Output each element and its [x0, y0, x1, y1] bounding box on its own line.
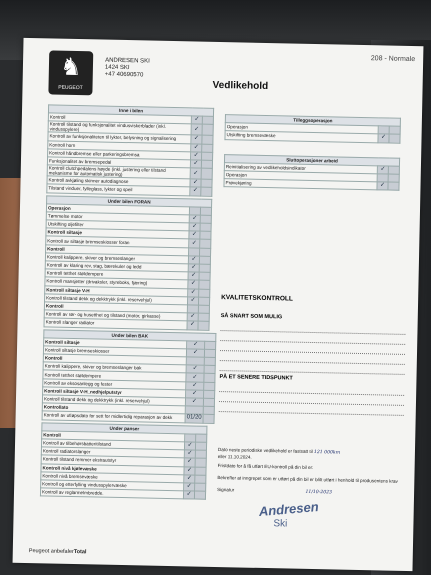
row-label: Utskifting oljefilter — [46, 220, 189, 231]
row-label: Kontroll tilstand remmer ekstrautstyr — [41, 455, 184, 466]
check-mark — [189, 207, 200, 215]
check-mark: ✓ — [188, 264, 199, 272]
check-box — [194, 491, 205, 499]
check-box — [204, 357, 215, 365]
section-header: Sluttoperasjoner arbeid — [224, 154, 399, 166]
check-box — [195, 458, 206, 466]
section-header: Inne i bilen — [48, 105, 213, 117]
check-mark: ✓ — [187, 341, 205, 350]
row-label: Kontroll av utløpsdato for sett for midlertidig reparasjon av dekk — [42, 411, 185, 422]
check-box — [198, 321, 209, 329]
check-mark: ✓ — [189, 215, 200, 223]
check-box — [199, 256, 210, 264]
row-label: Kontroll av rør- og husetthet og tilstand (motor, girkasse) — [44, 310, 187, 321]
check-box — [195, 475, 206, 483]
check-box — [200, 231, 211, 239]
row-label: Kontroll siltasje V-H_nedhjelputstyr — [43, 387, 186, 398]
row-label: Kontroll av siltasje bremseskiosser foran — [46, 236, 189, 247]
row-label: Kontroll av tilbehørsbatteritilstand — [41, 439, 184, 450]
row-label: Kontroll clutchpedalens høyde (inkl. justering eller tilstand mekanisme for automatisk justering) — [47, 165, 190, 179]
check-box — [204, 382, 215, 390]
right_tables-table-0 — [224, 114, 400, 143]
check-mark: ✓ — [184, 458, 195, 466]
row-label: Kontroll siltasje V-H — [45, 285, 188, 296]
check-box — [198, 297, 209, 305]
check-box — [205, 341, 216, 349]
check-mark — [377, 174, 388, 182]
row-label: Kontroll siltasje — [46, 228, 189, 239]
row-label: Tømmelse motor — [46, 212, 189, 223]
row-label: Kontroll av funksjonaliteten til lykter, belysning og signalisering — [48, 132, 191, 143]
check-mark: ✓ — [191, 143, 202, 151]
dealer-info: ANDRESEN SKI 1424 SKI +47 40690570 — [104, 57, 150, 79]
right_tables-table-1 — [223, 154, 400, 191]
check-mark: ✓ — [186, 349, 204, 358]
row-label: Kontroll kalippere, skiver og bremseslanger — [45, 253, 188, 264]
check-box — [204, 365, 215, 373]
check-mark: ✓ — [184, 475, 195, 483]
check-box — [201, 160, 212, 168]
check-mark: ✓ — [186, 365, 204, 374]
check-mark: 01/20 — [186, 414, 202, 422]
check-mark: ✓ — [184, 450, 195, 458]
check-box — [196, 434, 207, 442]
row-label: Kontroll av eksosanlegg og fester — [43, 378, 186, 389]
check-mark: ✓ — [377, 166, 388, 174]
check-mark: ✓ — [185, 398, 203, 407]
check-mark: ✓ — [190, 187, 201, 195]
check-mark: ✓ — [186, 381, 204, 390]
check-box — [202, 136, 213, 144]
left_sections-table-2 — [42, 329, 217, 424]
row-label: Funksjonalitet av bremsepedal — [47, 157, 190, 168]
row-label: Kontroll tilstand dekk og dekktrykk (inkl. reservehjul) — [45, 294, 188, 305]
footer: Peugeot anbefalerTotal — [28, 548, 87, 556]
check-mark: ✓ — [188, 288, 199, 296]
check-mark: ✓ — [189, 239, 200, 247]
check-mark: ✓ — [188, 256, 199, 264]
check-box — [200, 207, 211, 215]
row-label: Kontroll slanger radiator — [44, 318, 187, 329]
row-label: Kontroll tilstand og funksjonalitet vindusviskerblader (inkl. vindusspylere) — [48, 121, 191, 135]
left_sections-table-0 — [46, 104, 214, 196]
quality-lines: SÅ SNART SOM MULIG PÅ ET SENERE TIDSPUNKT — [219, 310, 406, 416]
check-box — [200, 248, 211, 256]
check-box — [203, 415, 214, 423]
check-box — [201, 187, 212, 195]
row-label: Kontroll og etterfylling vindusspylervæske — [41, 480, 184, 491]
check-box — [200, 223, 211, 231]
check-box — [201, 179, 212, 187]
check-box — [195, 483, 206, 491]
row-label: Operasjon — [46, 204, 189, 215]
check-mark: ✓ — [188, 272, 199, 280]
check-mark: ✓ — [191, 116, 202, 124]
section-header: Tilleggsoperasjon — [225, 115, 400, 127]
row-label: Kontroll tetthet støtdempere — [45, 269, 188, 280]
quality-control: KVALITETSKONTROLL — [221, 294, 293, 303]
check-mark: ✓ — [187, 297, 198, 305]
check-box — [202, 144, 213, 152]
check-mark: ✓ — [186, 390, 204, 399]
check-mark: ✓ — [184, 442, 195, 450]
row-label: Kontroll — [48, 113, 191, 124]
dealer-stamp-city: Ski — [273, 518, 288, 530]
check-box — [203, 406, 214, 414]
row-label: Kontroll håndbremse eller parkeringsbremsa — [48, 149, 191, 160]
row-label: Kontroll kalippere, skiver og bremseslanger bak — [43, 362, 186, 373]
dealer-stamp: Andresen — [258, 499, 320, 520]
check-box — [195, 450, 206, 458]
check-mark: ✓ — [183, 491, 194, 499]
left-checklist — [40, 104, 221, 502]
check-mark: ✓ — [191, 152, 202, 160]
row-label: Kontroll — [44, 302, 187, 313]
check-box — [199, 272, 210, 280]
check-box — [200, 215, 211, 223]
check-mark: ✓ — [190, 160, 201, 168]
row-label: Kontroll — [43, 354, 186, 365]
left_sections-table-1 — [43, 195, 212, 330]
row-label: Kontroll nivå bremsevæske — [41, 472, 184, 483]
right-checklist — [223, 114, 401, 205]
row-label: Kontroll av klaring rev, stag, bærekuler og ledd — [45, 261, 188, 272]
check-box — [204, 349, 215, 357]
check-box — [198, 305, 209, 313]
row-label: Prøvekjøring — [224, 179, 377, 190]
check-box — [202, 116, 213, 124]
row-label: Kontroll siltasje — [44, 338, 187, 349]
check-mark: ✓ — [191, 135, 202, 143]
check-box — [200, 240, 211, 248]
check-box — [199, 289, 210, 297]
row-label: Reinitialisering av vedlikeholdsindikator — [224, 162, 377, 173]
row-label: Kontroll — [46, 245, 189, 256]
model-label: 208 - Normale — [370, 55, 416, 64]
check-mark: ✓ — [190, 168, 201, 179]
section-header: Under bilen FORAN — [47, 195, 212, 207]
check-mark: ✓ — [187, 313, 198, 321]
check-mark: ✓ — [187, 321, 198, 329]
row-label: Operasjon — [225, 123, 378, 134]
check-box — [388, 174, 399, 182]
row-label: Kontroll mansjetter (drivaksler, styreboks, fjæring) — [45, 277, 188, 288]
check-box — [389, 134, 400, 142]
row-label: Tilstand vinduer, fylleglass, lykter og speil — [47, 184, 190, 195]
check-box — [388, 166, 399, 174]
row-label: Kontroll av reglarmelmbredde. — [40, 488, 183, 499]
check-box — [201, 168, 212, 179]
check-mark: ✓ — [188, 280, 199, 288]
check-box — [202, 125, 213, 136]
row-label: Kontroll siltasje bremseskiosser — [43, 346, 186, 357]
check-box — [195, 442, 206, 450]
check-mark: ✓ — [377, 182, 388, 190]
check-box — [199, 264, 210, 272]
row-label: Kontrollato — [42, 403, 185, 414]
check-mark: ✓ — [184, 483, 195, 491]
check-mark: ✓ — [190, 179, 201, 187]
check-mark — [378, 126, 389, 134]
row-label: Kontroll nivå kjølevæske — [41, 463, 184, 474]
row-label: Kontroll tetthet støtdempere — [43, 370, 186, 381]
row-label: Operasjon — [224, 171, 377, 182]
page-title: Vedlikehold — [212, 79, 269, 93]
check-mark: ✓ — [189, 231, 200, 239]
row-label: Kontroll — [42, 431, 185, 442]
service-summary: Dato neste periodiske vedlikehold er fastsatt til 121 000km eller 11.10.2024. Fristdato for å få utført EU-kontroll på din bil er: Bekrefter at inngrepet som er utført på din bil er blitt utført i henhold til produsentens krav Signatur 11/10-2023 — [217, 447, 398, 496]
section-header: Under bilen BAK — [44, 329, 216, 341]
row-label: Kontroll radiatorslanger — [41, 447, 184, 458]
check-box — [199, 280, 210, 288]
row-label: Kontroll tilstand dekk og dekktrykk (inkl. reservehjul) — [42, 395, 185, 406]
row-label: Utskifting bremsevæske — [225, 131, 378, 142]
check-box — [204, 390, 215, 398]
check-box — [202, 152, 213, 160]
check-mark: ✓ — [189, 223, 200, 231]
check-mark — [189, 247, 200, 255]
check-mark: ✓ — [184, 466, 195, 474]
check-mark: ✓ — [191, 124, 202, 135]
check-mark: ✓ — [186, 373, 204, 382]
left_sections-table-3 — [40, 422, 208, 500]
check-mark — [185, 434, 196, 442]
row-label: Kontroll horn — [48, 140, 191, 151]
service-document — [13, 38, 424, 571]
check-box — [388, 182, 399, 190]
check-box — [195, 467, 206, 475]
check-box — [198, 313, 209, 321]
check-mark: ✓ — [378, 134, 389, 142]
check-box — [204, 374, 215, 382]
section-header: Under panser — [42, 422, 207, 434]
check-box — [203, 398, 214, 406]
row-label: Kontroll avkjøling skinner autodiagnose — [47, 176, 190, 187]
check-mark — [187, 305, 198, 313]
peugeot-logo-icon: ♞ PEUGEOT — [48, 50, 93, 95]
check-box — [389, 126, 400, 134]
